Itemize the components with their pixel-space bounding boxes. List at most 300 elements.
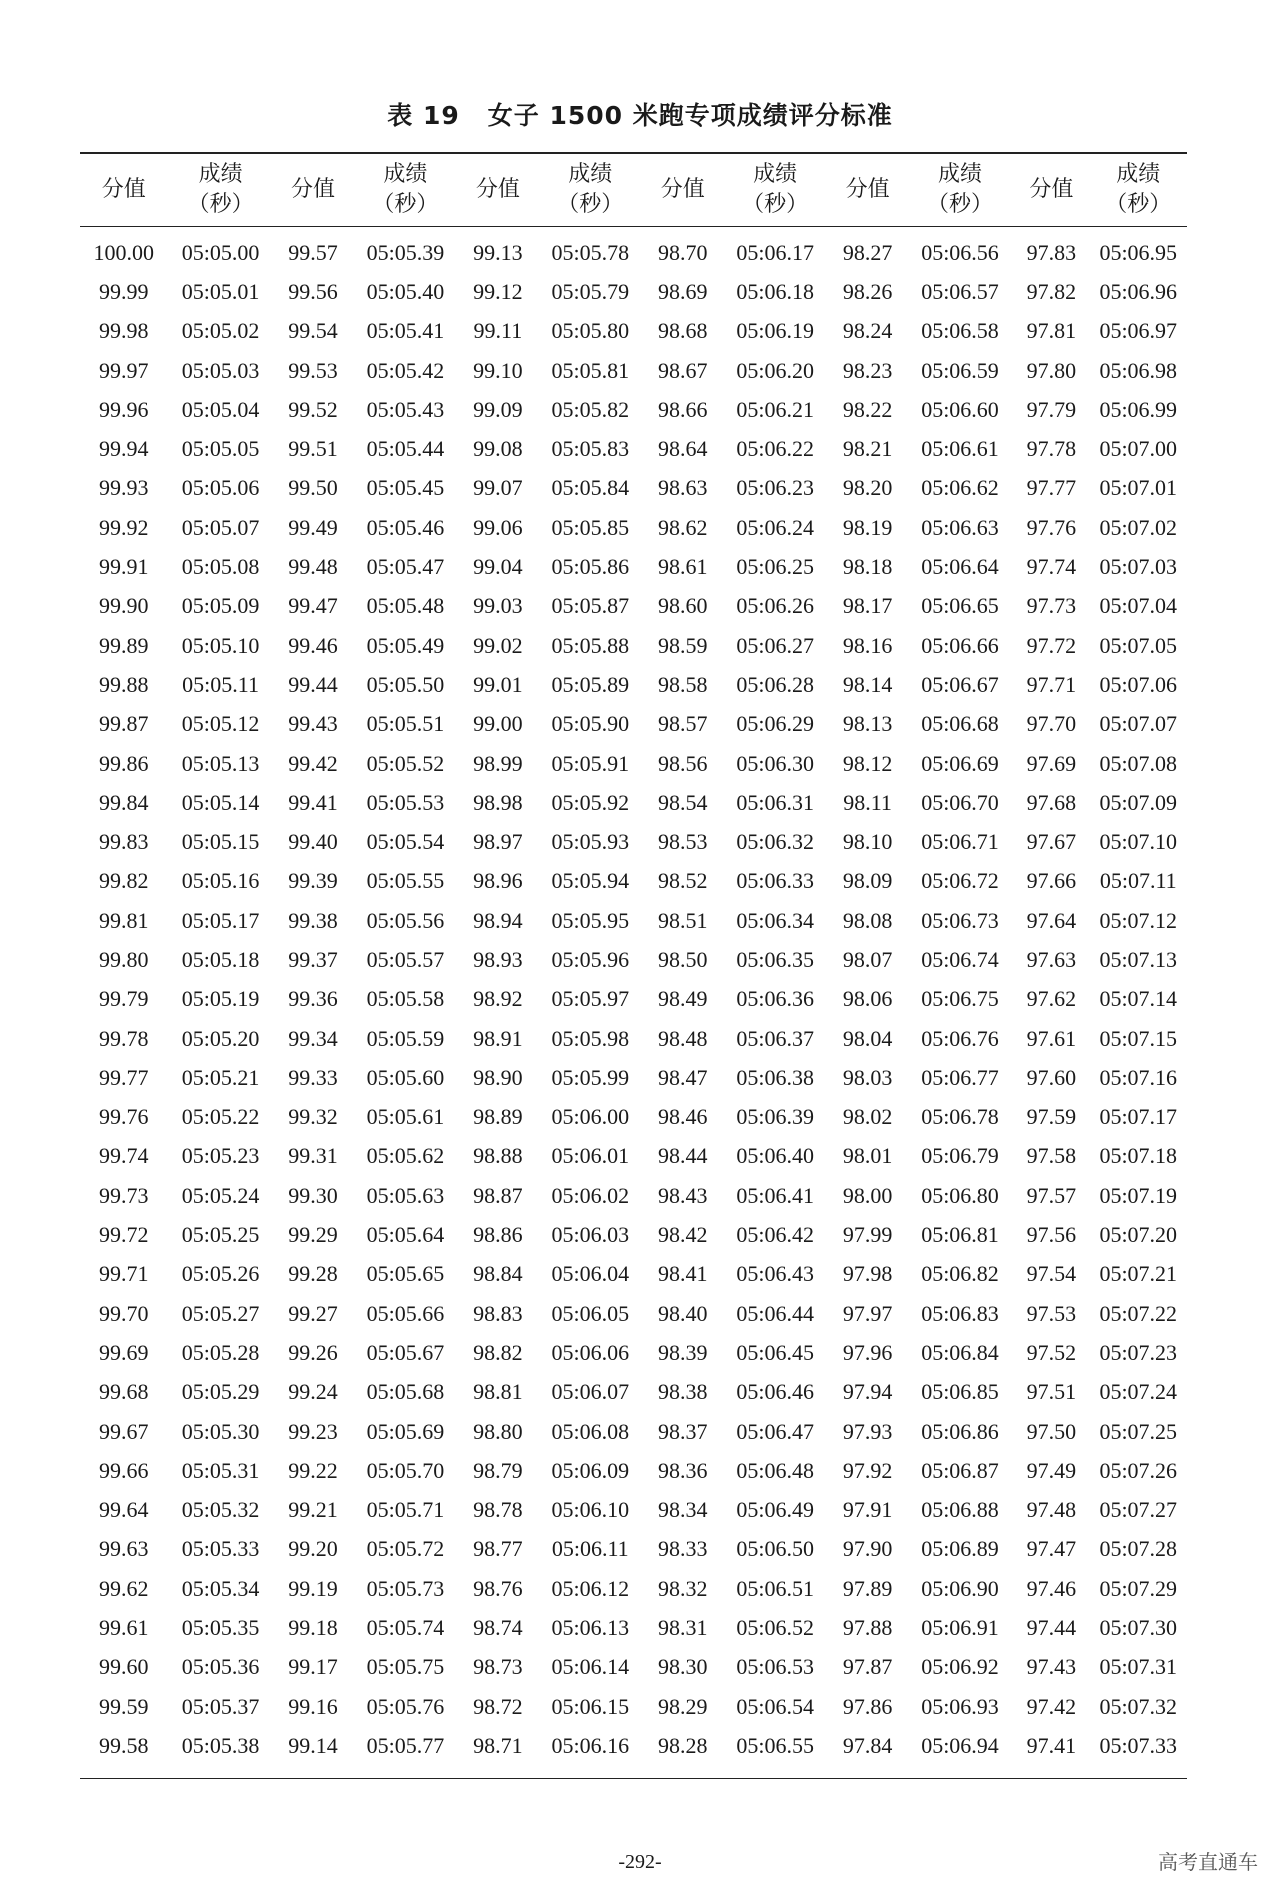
score-cell: 99.67	[98, 1418, 149, 1444]
time-cell: 05:05.50	[366, 671, 445, 697]
time-cell: 05:06.33	[736, 868, 814, 894]
score-cell: 98.44	[657, 1143, 708, 1169]
table-caption: 女子 1500 米跑专项成绩评分标准	[487, 101, 893, 130]
header-label: 分值	[101, 177, 146, 202]
score-cell: 97.47	[1026, 1536, 1077, 1562]
score-cell: 99.71	[98, 1261, 149, 1287]
score-cell: 98.97	[473, 829, 523, 855]
header-unit: （秒）	[927, 192, 994, 217]
time-cell: 05:06.10	[551, 1497, 630, 1523]
time-cell: 05:05.51	[366, 711, 445, 737]
score-cell: 97.66	[1026, 868, 1077, 894]
time-cell: 05:05.98	[551, 1025, 630, 1051]
header-label: 成绩	[753, 162, 798, 187]
time-cell: 05:06.55	[736, 1732, 814, 1758]
time-cell: 05:06.56	[921, 239, 999, 265]
score-cell: 97.91	[842, 1497, 893, 1523]
time-cell: 05:07.11	[1099, 868, 1177, 894]
time-cell: 05:05.00	[181, 239, 260, 265]
time-cell: 05:06.13	[551, 1615, 630, 1641]
time-cell: 05:05.18	[181, 946, 260, 972]
score-cell: 99.79	[98, 986, 149, 1012]
score-cell: 99.81	[98, 907, 149, 933]
score-cell: 99.98	[98, 318, 149, 344]
score-cell: 97.43	[1026, 1654, 1077, 1680]
score-cell: 98.78	[473, 1497, 523, 1523]
time-cell: 05:06.27	[736, 632, 814, 658]
score-cell: 98.57	[657, 711, 708, 737]
score-cell: 98.53	[657, 829, 708, 855]
score-cell: 99.21	[288, 1497, 338, 1523]
time-cell: 05:07.27	[1099, 1497, 1178, 1523]
table-row	[80, 587, 1187, 626]
score-cell: 97.92	[842, 1457, 893, 1483]
score-cell: 99.10	[473, 357, 523, 383]
time-cell: 05:06.26	[736, 593, 814, 619]
time-cell: 05:06.30	[736, 750, 814, 776]
score-cell: 97.89	[842, 1575, 893, 1601]
time-cell: 05:05.40	[366, 278, 445, 304]
score-cell: 98.96	[473, 868, 523, 894]
score-cell: 97.81	[1026, 318, 1077, 344]
score-cell: 99.56	[288, 278, 338, 304]
time-cell: 05:05.04	[181, 396, 260, 422]
score-cell: 99.49	[288, 514, 338, 540]
score-cell: 98.64	[657, 436, 708, 462]
time-cell: 05:06.58	[921, 318, 999, 344]
score-cell: 99.91	[98, 554, 149, 580]
time-cell: 05:07.02	[1099, 514, 1178, 540]
time-cell: 05:06.35	[736, 946, 814, 972]
score-cell: 98.09	[842, 868, 893, 894]
score-cell: 97.76	[1026, 514, 1077, 540]
time-cell: 05:07.13	[1099, 946, 1178, 972]
score-cell: 98.82	[473, 1339, 523, 1365]
time-cell: 05:05.03	[181, 357, 260, 383]
score-cell: 99.19	[288, 1575, 338, 1601]
time-cell: 05:06.45	[736, 1339, 814, 1365]
time-cell: 05:05.99	[551, 1064, 630, 1090]
time-cell: 05:05.30	[181, 1418, 260, 1444]
score-cell: 97.59	[1026, 1104, 1077, 1130]
time-cell: 05:06.53	[736, 1654, 814, 1680]
time-cell: 05:05.52	[366, 750, 445, 776]
score-cell: 99.23	[288, 1418, 338, 1444]
time-cell: 05:06.77	[921, 1064, 999, 1090]
score-cell: 98.22	[842, 396, 893, 422]
table-row	[80, 272, 1187, 311]
score-cell: 97.68	[1026, 789, 1077, 815]
time-cell: 05:05.06	[181, 475, 260, 501]
score-cell: 97.94	[842, 1379, 893, 1405]
score-cell: 99.90	[98, 593, 149, 619]
score-cell: 97.58	[1026, 1143, 1077, 1169]
score-cell: 98.60	[657, 593, 708, 619]
score-cell: 98.18	[842, 554, 893, 580]
time-cell: 05:05.69	[366, 1418, 445, 1444]
score-cell: 97.84	[842, 1732, 893, 1758]
score-cell: 97.42	[1026, 1693, 1077, 1719]
time-cell: 05:05.83	[551, 436, 630, 462]
time-cell: 05:06.92	[921, 1654, 999, 1680]
table-row	[80, 1687, 1187, 1726]
time-cell: 05:05.74	[366, 1615, 445, 1641]
table-row	[80, 1137, 1187, 1176]
time-cell: 05:05.13	[181, 750, 260, 776]
score-cell: 98.76	[473, 1575, 523, 1601]
score-cell: 99.31	[288, 1143, 338, 1169]
score-cell: 99.28	[288, 1261, 338, 1287]
score-cell: 98.07	[842, 946, 893, 972]
time-cell: 05:05.96	[551, 946, 630, 972]
score-cell: 98.77	[473, 1536, 523, 1562]
time-cell: 05:05.62	[366, 1143, 445, 1169]
time-cell: 05:05.61	[366, 1104, 445, 1130]
score-cell: 99.66	[98, 1457, 149, 1483]
time-cell: 05:05.55	[366, 868, 445, 894]
time-cell: 05:05.25	[181, 1222, 260, 1248]
time-cell: 05:06.46	[736, 1379, 814, 1405]
score-cell: 98.38	[657, 1379, 708, 1405]
table-header-row	[80, 153, 1187, 227]
time-cell: 05:06.41	[736, 1182, 814, 1208]
score-cell: 99.61	[98, 1615, 149, 1641]
time-cell: 05:05.65	[366, 1261, 445, 1287]
score-cell: 98.39	[657, 1339, 708, 1365]
score-cell: 99.93	[98, 475, 149, 501]
score-cell: 98.68	[657, 318, 708, 344]
score-cell: 97.82	[1026, 278, 1077, 304]
time-cell: 05:05.76	[366, 1693, 445, 1719]
time-cell: 05:07.03	[1099, 554, 1178, 580]
time-cell: 05:07.23	[1099, 1339, 1178, 1365]
score-cell: 98.56	[657, 750, 708, 776]
time-cell: 05:06.24	[736, 514, 814, 540]
column-header-score	[459, 153, 538, 227]
time-cell: 05:07.25	[1099, 1418, 1178, 1444]
time-cell: 05:05.63	[366, 1182, 445, 1208]
score-cell: 99.42	[288, 750, 338, 776]
score-cell: 98.67	[657, 357, 708, 383]
page-number: -292-	[618, 1851, 662, 1873]
score-cell: 98.48	[657, 1025, 708, 1051]
time-cell: 05:06.00	[551, 1104, 630, 1130]
table-row	[80, 312, 1187, 351]
score-cell: 98.50	[657, 946, 708, 972]
time-cell: 05:06.63	[921, 514, 999, 540]
time-cell: 05:06.11	[551, 1536, 629, 1562]
time-cell: 05:06.48	[736, 1457, 814, 1483]
time-cell: 05:05.33	[181, 1536, 260, 1562]
score-cell: 98.71	[473, 1732, 523, 1758]
table-row	[80, 1019, 1187, 1058]
column-header-time	[537, 153, 643, 227]
score-cell: 99.64	[98, 1497, 149, 1523]
table-row	[80, 783, 1187, 822]
time-cell: 05:06.66	[921, 632, 999, 658]
score-cell: 99.76	[98, 1104, 149, 1130]
score-cell: 97.63	[1026, 946, 1077, 972]
score-cell: 99.59	[98, 1693, 149, 1719]
score-cell: 99.54	[288, 318, 338, 344]
score-cell: 99.33	[288, 1064, 338, 1090]
time-cell: 05:07.22	[1099, 1300, 1178, 1326]
time-cell: 05:06.17	[736, 239, 814, 265]
time-cell: 05:06.20	[736, 357, 814, 383]
score-cell: 99.36	[288, 986, 338, 1012]
time-cell: 05:05.08	[181, 554, 260, 580]
time-cell: 05:06.59	[921, 357, 999, 383]
score-cell: 97.88	[842, 1615, 893, 1641]
score-cell: 99.53	[288, 357, 338, 383]
time-cell: 05:06.83	[921, 1300, 999, 1326]
score-cell: 98.61	[657, 554, 708, 580]
time-cell: 05:07.31	[1099, 1654, 1178, 1680]
score-cell: 99.18	[288, 1615, 338, 1641]
time-cell: 05:05.86	[551, 554, 630, 580]
score-cell: 99.39	[288, 868, 338, 894]
time-cell: 05:05.21	[181, 1064, 260, 1090]
time-cell: 05:05.26	[181, 1261, 260, 1287]
time-cell: 05:07.16	[1099, 1064, 1178, 1090]
score-cell: 98.59	[657, 632, 708, 658]
time-cell: 05:06.72	[921, 868, 999, 894]
time-cell: 05:07.29	[1099, 1575, 1178, 1601]
header-label: 分值	[290, 177, 335, 202]
time-cell: 05:05.90	[551, 711, 630, 737]
score-cell: 98.93	[473, 946, 523, 972]
table-row	[80, 940, 1187, 979]
time-cell: 05:07.30	[1099, 1615, 1178, 1641]
score-cell: 98.73	[473, 1654, 523, 1680]
time-cell: 05:06.05	[551, 1300, 630, 1326]
score-cell: 98.12	[842, 750, 893, 776]
time-cell: 05:05.15	[181, 829, 260, 855]
time-cell: 05:06.99	[1099, 396, 1178, 422]
score-cell: 97.64	[1026, 907, 1077, 933]
score-cell: 99.27	[288, 1300, 338, 1326]
score-cell: 99.04	[473, 554, 523, 580]
score-cell: 97.73	[1026, 593, 1077, 619]
score-cell: 97.87	[842, 1654, 893, 1680]
score-cell: 98.99	[473, 750, 523, 776]
time-cell: 05:05.78	[551, 239, 630, 265]
time-cell: 05:05.66	[366, 1300, 445, 1326]
time-cell: 05:05.22	[181, 1104, 260, 1130]
score-cell: 99.86	[98, 750, 149, 776]
time-cell: 05:06.82	[921, 1261, 999, 1287]
time-cell: 05:06.07	[551, 1379, 630, 1405]
table-row	[80, 862, 1187, 901]
score-cell: 99.43	[288, 711, 338, 737]
header-label: 分值	[845, 177, 890, 202]
table-row	[80, 1569, 1187, 1608]
time-cell: 05:05.59	[366, 1025, 445, 1051]
score-cell: 98.46	[657, 1104, 708, 1130]
time-cell: 05:05.89	[551, 671, 630, 697]
score-cell: 98.69	[657, 278, 708, 304]
table-row	[80, 980, 1187, 1019]
score-cell: 99.26	[288, 1339, 338, 1365]
score-cell: 99.47	[288, 593, 338, 619]
table-row	[80, 1058, 1187, 1097]
time-cell: 05:06.67	[921, 671, 999, 697]
score-cell: 98.26	[842, 278, 893, 304]
time-cell: 05:06.28	[736, 671, 814, 697]
time-cell: 05:06.38	[736, 1064, 814, 1090]
score-cell: 99.22	[288, 1457, 338, 1483]
time-cell: 05:06.93	[921, 1693, 999, 1719]
score-cell: 97.72	[1026, 632, 1077, 658]
score-cell: 99.69	[98, 1339, 149, 1365]
score-cell: 98.30	[657, 1654, 708, 1680]
score-cell: 98.06	[842, 986, 893, 1012]
time-cell: 05:06.88	[921, 1497, 999, 1523]
time-cell: 05:06.47	[736, 1418, 814, 1444]
header-label: 成绩	[198, 162, 243, 187]
time-cell: 05:06.14	[551, 1654, 630, 1680]
score-cell: 98.11	[843, 789, 892, 815]
time-cell: 05:07.17	[1099, 1104, 1178, 1130]
score-cell: 99.03	[473, 593, 523, 619]
time-cell: 05:05.37	[181, 1693, 260, 1719]
score-cell: 98.41	[657, 1261, 708, 1287]
score-cell: 99.80	[98, 946, 149, 972]
score-cell: 98.13	[842, 711, 893, 737]
score-cell: 97.99	[842, 1222, 893, 1248]
score-cell: 100.00	[93, 239, 154, 265]
time-cell: 05:05.36	[181, 1654, 260, 1680]
score-cell: 98.04	[842, 1025, 893, 1051]
score-cell: 97.97	[842, 1300, 893, 1326]
score-cell: 99.00	[473, 711, 523, 737]
score-cell: 98.31	[657, 1615, 708, 1641]
column-header-score	[828, 153, 907, 227]
time-cell: 05:05.07	[181, 514, 260, 540]
time-cell: 05:05.32	[181, 1497, 260, 1523]
time-cell: 05:06.85	[921, 1379, 999, 1405]
time-cell: 05:05.44	[366, 436, 445, 462]
score-cell: 98.24	[842, 318, 893, 344]
time-cell: 05:06.21	[736, 396, 814, 422]
table-row	[80, 227, 1187, 273]
score-cell: 97.54	[1026, 1261, 1077, 1287]
score-cell: 98.62	[657, 514, 708, 540]
score-cell: 99.24	[288, 1379, 338, 1405]
time-cell: 05:05.79	[551, 278, 630, 304]
time-cell: 05:06.25	[736, 554, 814, 580]
score-cell: 99.50	[288, 475, 338, 501]
score-cell: 97.49	[1026, 1457, 1077, 1483]
time-cell: 05:05.92	[551, 789, 630, 815]
score-cell: 98.54	[657, 789, 708, 815]
time-cell: 05:05.34	[181, 1575, 260, 1601]
time-cell: 05:05.09	[181, 593, 260, 619]
time-cell: 05:05.02	[181, 318, 260, 344]
time-cell: 05:05.67	[366, 1339, 445, 1365]
score-cell: 98.70	[657, 239, 708, 265]
score-cell: 98.72	[473, 1693, 523, 1719]
time-cell: 05:05.54	[366, 829, 445, 855]
table-row	[80, 1294, 1187, 1333]
score-cell: 98.84	[473, 1261, 523, 1287]
time-cell: 05:05.01	[181, 278, 260, 304]
time-cell: 05:06.06	[551, 1339, 630, 1365]
time-cell: 05:06.84	[921, 1339, 999, 1365]
score-cell: 98.32	[657, 1575, 708, 1601]
table-title	[0, 96, 1280, 132]
score-cell: 97.61	[1026, 1025, 1077, 1051]
score-cell: 97.90	[842, 1536, 893, 1562]
score-cell: 98.28	[657, 1732, 708, 1758]
score-cell: 99.07	[473, 475, 523, 501]
table-row	[80, 1608, 1187, 1647]
score-cell: 98.14	[842, 671, 893, 697]
time-cell: 05:06.96	[1099, 278, 1178, 304]
time-cell: 05:05.47	[366, 554, 445, 580]
time-cell: 05:07.14	[1099, 986, 1178, 1012]
time-cell: 05:05.85	[551, 514, 630, 540]
score-cell: 98.91	[473, 1025, 523, 1051]
time-cell: 05:05.93	[551, 829, 630, 855]
time-cell: 05:05.31	[181, 1457, 260, 1483]
time-cell: 05:06.90	[921, 1575, 999, 1601]
score-cell: 97.78	[1026, 436, 1077, 462]
watermark: 高考直通车	[1158, 1850, 1258, 1874]
score-cell: 97.53	[1026, 1300, 1077, 1326]
score-cell: 98.92	[473, 986, 523, 1012]
score-table	[80, 152, 1187, 1779]
score-cell: 97.44	[1026, 1615, 1077, 1641]
time-cell: 05:06.95	[1099, 239, 1178, 265]
score-cell: 98.83	[473, 1300, 523, 1326]
header-label: 成绩	[568, 162, 613, 187]
score-cell: 97.71	[1026, 671, 1077, 697]
score-cell: 97.83	[1026, 239, 1077, 265]
score-cell: 98.21	[842, 436, 893, 462]
time-cell: 05:06.49	[736, 1497, 814, 1523]
time-cell: 05:07.06	[1099, 671, 1178, 697]
time-cell: 05:06.40	[736, 1143, 814, 1169]
time-cell: 05:06.97	[1099, 318, 1178, 344]
score-cell: 99.37	[288, 946, 338, 972]
time-cell: 05:06.70	[921, 789, 999, 815]
score-cell: 98.51	[657, 907, 708, 933]
score-cell: 99.13	[473, 239, 523, 265]
score-cell: 97.57	[1026, 1182, 1077, 1208]
time-cell: 05:06.09	[551, 1457, 630, 1483]
score-cell: 98.03	[842, 1064, 893, 1090]
score-cell: 98.08	[842, 907, 893, 933]
score-cell: 99.51	[288, 436, 338, 462]
time-cell: 05:07.00	[1099, 436, 1178, 462]
score-cell: 99.11	[473, 318, 523, 344]
time-cell: 05:05.53	[366, 789, 445, 815]
score-cell: 98.33	[657, 1536, 708, 1562]
time-cell: 05:05.46	[366, 514, 445, 540]
column-header-score	[274, 153, 353, 227]
column-header-score	[643, 153, 722, 227]
time-cell: 05:05.41	[366, 318, 445, 344]
score-cell: 97.46	[1026, 1575, 1077, 1601]
time-cell: 05:07.07	[1099, 711, 1178, 737]
time-cell: 05:05.29	[181, 1379, 260, 1405]
score-cell: 99.60	[98, 1654, 149, 1680]
score-cell: 98.74	[473, 1615, 523, 1641]
table-row	[80, 1215, 1187, 1254]
time-cell: 05:07.28	[1099, 1536, 1178, 1562]
score-cell: 98.66	[657, 396, 708, 422]
